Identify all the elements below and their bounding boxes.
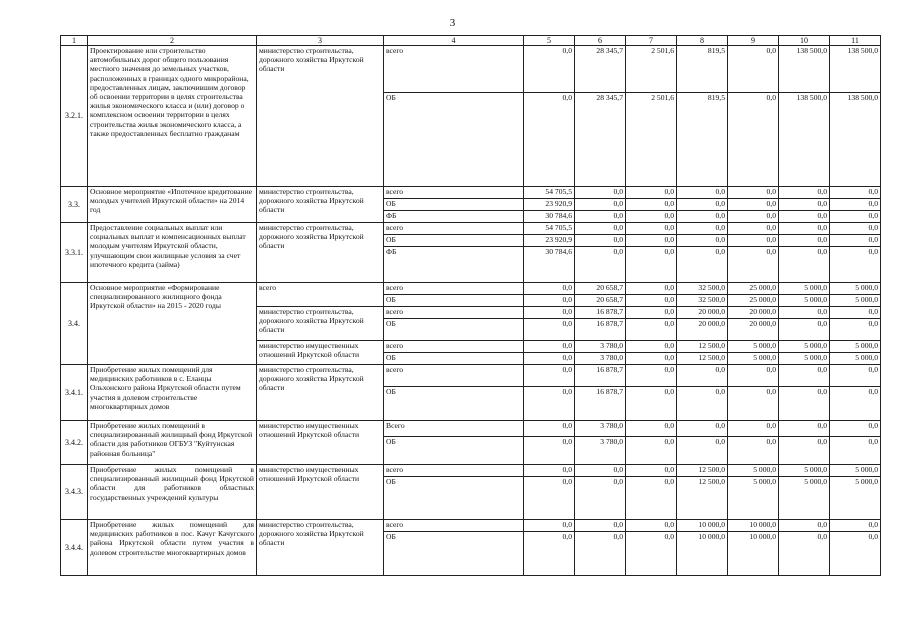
value-cell: 0,0	[830, 211, 881, 223]
value-cell: 138 500,0	[779, 46, 830, 93]
value-cell: 0,0	[626, 235, 677, 247]
value-cell: 0,0	[575, 465, 626, 477]
value-cell: 0,0	[728, 365, 779, 387]
value-cell: 5 000,0	[830, 353, 881, 365]
funding-source: всего	[384, 283, 524, 295]
event-name: Приобретение жилых помещений в специализированный жилищный фонд Иркутской области для работников ОГБУЗ "Куйтунская районная больница"	[88, 421, 257, 465]
value-cell: 0,0	[524, 319, 575, 341]
event-name: Предоставление социальных выплат или социальных выплат и компенсационных выплат молодым учителям Иркутской области, улучшающим свои жилищные условия за счет ипотечного кредита (займа)	[88, 223, 257, 283]
funding-source: ОБ	[384, 199, 524, 211]
col-header: 4	[384, 36, 524, 46]
value-cell: 0,0	[779, 307, 830, 319]
value-cell: 5 000,0	[728, 353, 779, 365]
table-row	[61, 365, 881, 387]
value-cell: 0,0	[677, 235, 728, 247]
value-cell: 0,0	[575, 477, 626, 520]
value-cell: 0,0	[779, 365, 830, 387]
value-cell: 0,0	[830, 247, 881, 283]
value-cell: 0,0	[524, 353, 575, 365]
value-cell: 0,0	[575, 211, 626, 223]
value-cell: 16 878,7	[575, 319, 626, 341]
value-cell: 0,0	[830, 187, 881, 199]
value-cell: 0,0	[524, 477, 575, 520]
event-name: Приобретение жилых помещений для медицинских работников в с. Еланцы Ольхонского района Иркутской области путем участия в долевом строительстве многоквартирных домов	[88, 365, 257, 421]
value-cell: 0,0	[626, 421, 677, 437]
value-cell: 0,0	[830, 387, 881, 421]
col-header: 10	[779, 36, 830, 46]
value-cell: 0,0	[626, 341, 677, 353]
value-cell: 3 780,0	[575, 353, 626, 365]
funding-source: ОБ	[384, 353, 524, 365]
value-cell: 0,0	[677, 223, 728, 235]
value-cell: 0,0	[524, 465, 575, 477]
value-cell: 0,0	[524, 387, 575, 421]
row-id: 3.3.1.	[61, 223, 88, 283]
value-cell: 54 705,5	[524, 187, 575, 199]
value-cell: 0,0	[779, 247, 830, 283]
value-cell: 20 000,0	[728, 307, 779, 319]
value-cell: 0,0	[830, 223, 881, 235]
event-name: Приобретение жилых помещений для медицинских работников в пос. Качуг Качугского района Иркутской области путем участия в долевом строительстве многоквартирных домов	[88, 520, 257, 576]
value-cell: 32 500,0	[677, 283, 728, 295]
funding-source: ОБ	[384, 387, 524, 421]
funding-source: ФБ	[384, 211, 524, 223]
table-row	[61, 46, 881, 93]
value-cell: 0,0	[779, 387, 830, 421]
value-cell: 0,0	[779, 520, 830, 532]
col-header: 2	[88, 36, 257, 46]
value-cell: 0,0	[677, 211, 728, 223]
value-cell: 0,0	[626, 211, 677, 223]
value-cell: 0,0	[626, 477, 677, 520]
value-cell: 2 501,6	[626, 93, 677, 187]
table-row	[61, 421, 881, 437]
value-cell: 16 878,7	[575, 365, 626, 387]
value-cell: 0,0	[779, 223, 830, 235]
executor: министерство строительства, дорожного хозяйства Иркутской области	[257, 187, 384, 223]
value-cell: 0,0	[830, 421, 881, 437]
value-cell: 0,0	[626, 295, 677, 307]
value-cell: 138 500,0	[830, 46, 881, 93]
funding-source: ОБ	[384, 93, 524, 187]
value-cell: 0,0	[575, 235, 626, 247]
value-cell: 0,0	[830, 365, 881, 387]
value-cell: 0,0	[524, 46, 575, 93]
value-cell: 0,0	[626, 247, 677, 283]
funding-source: ОБ	[384, 437, 524, 465]
value-cell: 5 000,0	[779, 341, 830, 353]
table-row	[61, 283, 881, 295]
value-cell: 0,0	[626, 199, 677, 211]
col-header: 6	[575, 36, 626, 46]
value-cell: 0,0	[626, 223, 677, 235]
value-cell: 0,0	[779, 437, 830, 465]
value-cell: 20 000,0	[677, 319, 728, 341]
value-cell: 0,0	[626, 319, 677, 341]
value-cell: 138 500,0	[779, 93, 830, 187]
value-cell: 0,0	[524, 283, 575, 295]
value-cell: 0,0	[728, 211, 779, 223]
value-cell: 0,0	[575, 247, 626, 283]
table-row	[61, 187, 881, 199]
col-header: 1	[61, 36, 88, 46]
value-cell: 30 784,6	[524, 247, 575, 283]
value-cell: 0,0	[575, 532, 626, 576]
value-cell: 0,0	[728, 247, 779, 283]
value-cell: 10 000,0	[677, 520, 728, 532]
value-cell: 23 920,9	[524, 199, 575, 211]
value-cell: 0,0	[677, 421, 728, 437]
value-cell: 0,0	[677, 199, 728, 211]
value-cell: 0,0	[524, 365, 575, 387]
value-cell: 819,5	[677, 46, 728, 93]
value-cell: 0,0	[830, 235, 881, 247]
col-header: 8	[677, 36, 728, 46]
value-cell: 32 500,0	[677, 295, 728, 307]
executor: министерство строительства, дорожного хозяйства Иркутской области	[257, 223, 384, 283]
value-cell: 28 345,7	[575, 46, 626, 93]
executor: министерство строительства, дорожного хозяйства Иркутской области	[257, 46, 384, 187]
value-cell: 3 780,0	[575, 341, 626, 353]
col-header: 11	[830, 36, 881, 46]
value-cell: 0,0	[728, 46, 779, 93]
funding-source: ОБ	[384, 319, 524, 341]
value-cell: 0,0	[830, 199, 881, 211]
row-id: 3.4.1.	[61, 365, 88, 421]
value-cell: 0,0	[575, 199, 626, 211]
executor: министерство имущественных отношений Иркутской области	[257, 341, 384, 365]
value-cell: 0,0	[677, 437, 728, 465]
value-cell: 20 000,0	[728, 319, 779, 341]
executor: министерство строительства, дорожного хозяйства Иркутской области	[257, 365, 384, 421]
row-id: 3.4.	[61, 283, 88, 365]
value-cell: 0,0	[626, 353, 677, 365]
value-cell: 0,0	[524, 295, 575, 307]
value-cell: 20 658,7	[575, 283, 626, 295]
executor: министерство строительства, дорожного хозяйства Иркутской области	[257, 520, 384, 576]
value-cell: 0,0	[728, 437, 779, 465]
value-cell: 0,0	[575, 187, 626, 199]
value-cell: 0,0	[575, 520, 626, 532]
value-cell: 0,0	[626, 283, 677, 295]
value-cell: 2 501,6	[626, 46, 677, 93]
value-cell: 0,0	[779, 187, 830, 199]
funding-source: ФБ	[384, 247, 524, 283]
col-header: 5	[524, 36, 575, 46]
funding-source: ОБ	[384, 295, 524, 307]
value-cell: 5 000,0	[728, 477, 779, 520]
value-cell: 5 000,0	[830, 465, 881, 477]
value-cell: 0,0	[524, 520, 575, 532]
value-cell: 0,0	[830, 437, 881, 465]
value-cell: 0,0	[575, 223, 626, 235]
value-cell: 54 705,5	[524, 223, 575, 235]
value-cell: 12 500,0	[677, 341, 728, 353]
event-name: Приобретение жилых помещений в специализированный жилищный фонд Иркутской области для работников областных государственных учреждений культуры	[88, 465, 257, 520]
value-cell: 819,5	[677, 93, 728, 187]
value-cell: 28 345,7	[575, 93, 626, 187]
value-cell: 0,0	[626, 187, 677, 199]
table-row	[61, 520, 881, 532]
value-cell: 0,0	[728, 223, 779, 235]
funding-source: всего	[384, 223, 524, 235]
value-cell: 0,0	[626, 520, 677, 532]
event-name: Проектирование или строительство автомобильных дорог общего пользования местного значения до земельных участков, расположенных в границах одного микрорайона, предоставленных лицам, заключившим договор об освоении территории в целях строительства жилья экономического класса и (или) договор о комплексном освоении территории в целях строительства жилья экономического класса, а также предоставленных бесплатно гражданам	[88, 46, 257, 187]
value-cell: 5 000,0	[728, 341, 779, 353]
value-cell: 5 000,0	[779, 477, 830, 520]
value-cell: 12 500,0	[677, 477, 728, 520]
value-cell: 0,0	[779, 211, 830, 223]
col-header: 7	[626, 36, 677, 46]
row-id: 3.4.3.	[61, 465, 88, 520]
executor: министерство имущественных отношений Иркутской области	[257, 421, 384, 465]
value-cell: 0,0	[728, 235, 779, 247]
row-id: 3.4.2.	[61, 421, 88, 465]
funding-source: Всего	[384, 421, 524, 437]
header-row	[61, 36, 881, 46]
value-cell: 12 500,0	[677, 353, 728, 365]
funding-source: всего	[384, 520, 524, 532]
funding-source: всего	[384, 465, 524, 477]
value-cell: 0,0	[728, 187, 779, 199]
value-cell: 20 000,0	[677, 307, 728, 319]
table-row	[61, 223, 881, 235]
value-cell: 0,0	[524, 307, 575, 319]
value-cell: 0,0	[524, 421, 575, 437]
funding-source: всего	[384, 307, 524, 319]
value-cell: 30 784,6	[524, 211, 575, 223]
value-cell: 0,0	[677, 187, 728, 199]
col-header: 9	[728, 36, 779, 46]
value-cell: 0,0	[779, 235, 830, 247]
value-cell: 0,0	[626, 437, 677, 465]
value-cell: 25 000,0	[728, 283, 779, 295]
col-header: 3	[257, 36, 384, 46]
value-cell: 0,0	[677, 387, 728, 421]
row-id: 3.2.1.	[61, 46, 88, 187]
funding-source: всего	[384, 341, 524, 353]
funding-source: ОБ	[384, 477, 524, 520]
value-cell: 0,0	[779, 199, 830, 211]
value-cell: 0,0	[779, 319, 830, 341]
value-cell: 0,0	[728, 387, 779, 421]
value-cell: 25 000,0	[728, 295, 779, 307]
row-id: 3.4.4.	[61, 520, 88, 576]
event-name: Основное мероприятие «Формирование специализированного жилищного фонда Иркутской области» на 2015 - 2020 годы	[88, 283, 257, 365]
executor: всего	[257, 283, 384, 307]
value-cell: 5 000,0	[830, 283, 881, 295]
value-cell: 0,0	[779, 532, 830, 576]
value-cell: 0,0	[524, 93, 575, 187]
value-cell: 0,0	[830, 319, 881, 341]
event-name: Основное мероприятие «Ипотечное кредитование молодых учителей Иркутской области» на 2014 год	[88, 187, 257, 223]
value-cell: 0,0	[728, 421, 779, 437]
executor: министерство строительства, дорожного хозяйства Иркутской области	[257, 307, 384, 341]
funding-source: всего	[384, 187, 524, 199]
value-cell: 0,0	[524, 341, 575, 353]
value-cell: 0,0	[728, 199, 779, 211]
funding-source: ОБ	[384, 235, 524, 247]
value-cell: 5 000,0	[728, 465, 779, 477]
value-cell: 138 500,0	[830, 93, 881, 187]
value-cell: 0,0	[524, 532, 575, 576]
value-cell: 5 000,0	[830, 477, 881, 520]
value-cell: 10 000,0	[728, 532, 779, 576]
value-cell: 12 500,0	[677, 465, 728, 477]
funding-source: ОБ	[384, 532, 524, 576]
value-cell: 0,0	[677, 365, 728, 387]
value-cell: 0,0	[830, 532, 881, 576]
value-cell: 0,0	[626, 307, 677, 319]
value-cell: 0,0	[626, 365, 677, 387]
value-cell: 0,0	[830, 520, 881, 532]
value-cell: 0,0	[626, 465, 677, 477]
value-cell: 10 000,0	[677, 532, 728, 576]
value-cell: 16 878,7	[575, 307, 626, 319]
value-cell: 0,0	[779, 421, 830, 437]
row-id: 3.3.	[61, 187, 88, 223]
value-cell: 3 780,0	[575, 421, 626, 437]
value-cell: 0,0	[728, 93, 779, 187]
page-number: 3	[449, 17, 456, 29]
value-cell: 16 878,7	[575, 387, 626, 421]
value-cell: 5 000,0	[779, 283, 830, 295]
value-cell: 20 658,7	[575, 295, 626, 307]
value-cell: 0,0	[626, 387, 677, 421]
program-table	[60, 35, 881, 576]
funding-source: всего	[384, 365, 524, 387]
value-cell: 10 000,0	[728, 520, 779, 532]
funding-source: всего	[384, 46, 524, 93]
value-cell: 5 000,0	[779, 465, 830, 477]
value-cell: 0,0	[626, 532, 677, 576]
value-cell: 0,0	[677, 247, 728, 283]
value-cell: 5 000,0	[830, 295, 881, 307]
value-cell: 3 780,0	[575, 437, 626, 465]
value-cell: 5 000,0	[779, 353, 830, 365]
value-cell: 5 000,0	[830, 341, 881, 353]
value-cell: 0,0	[830, 307, 881, 319]
value-cell: 5 000,0	[779, 295, 830, 307]
value-cell: 0,0	[524, 437, 575, 465]
value-cell: 23 920,9	[524, 235, 575, 247]
executor: министерство имущественных отношений Иркутской области	[257, 465, 384, 520]
table-row	[61, 465, 881, 477]
